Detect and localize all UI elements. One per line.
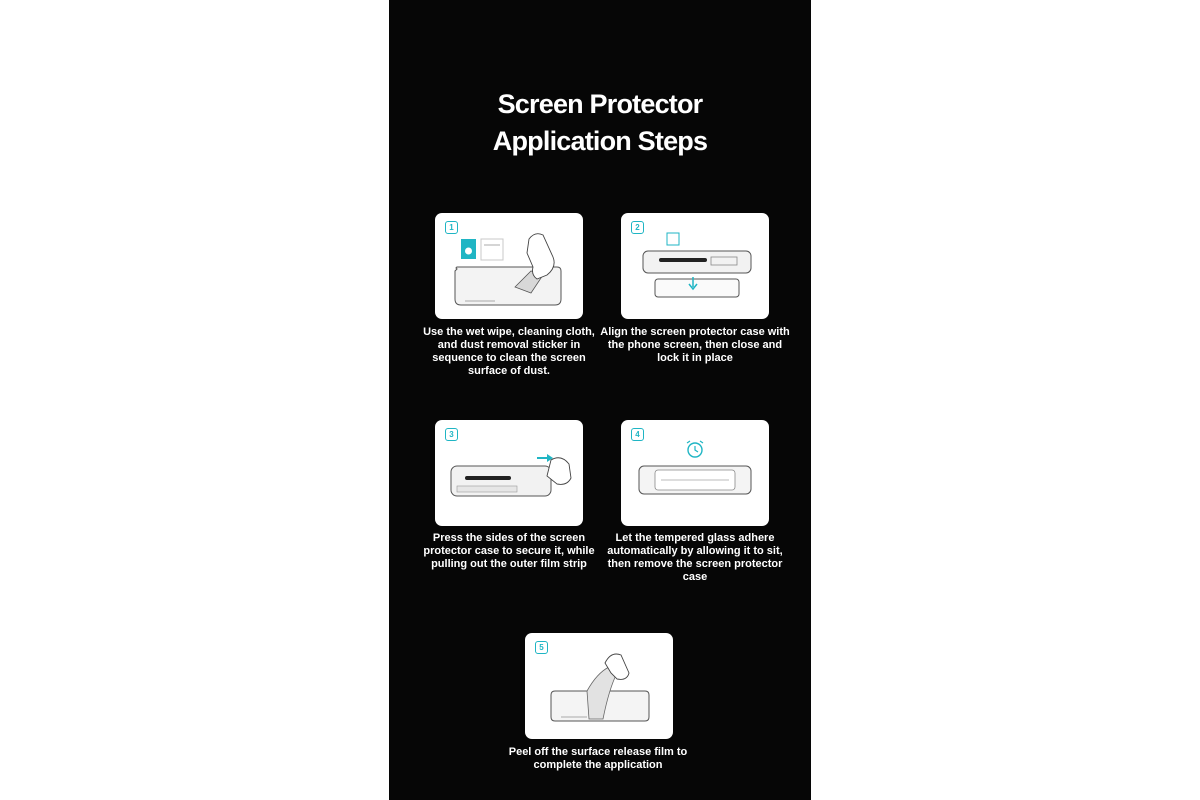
step-5-caption: Peel off the surface release film to complete the application xyxy=(508,746,688,771)
peel-film-icon xyxy=(525,633,673,739)
step-3-card xyxy=(435,420,583,526)
step-5-badge: 5 xyxy=(535,641,548,654)
press-pull-strip-icon xyxy=(435,420,583,526)
step-1-caption: Use the wet wipe, cleaning cloth, and dust removal sticker in sequence to clean the screen surface of dust. xyxy=(423,326,595,377)
step-2-card xyxy=(621,213,769,319)
cleaning-phone-icon xyxy=(435,213,583,319)
align-case-icon xyxy=(621,213,769,319)
step-1-badge: 1 xyxy=(445,221,458,234)
title-line-2: Application Steps xyxy=(492,126,708,156)
instructions-panel xyxy=(389,0,811,800)
step-5-card xyxy=(525,633,673,739)
step-2-badge: 2 xyxy=(631,221,644,234)
step-4-card xyxy=(621,420,769,526)
step-3-badge: 3 xyxy=(445,428,458,441)
step-3-caption: Press the sides of the screen protector case to secure it, while pulling out the outer film strip xyxy=(423,532,595,570)
page-title xyxy=(389,86,811,160)
step-2-caption: Align the screen protector case with the phone screen, then close and lock it in place xyxy=(600,326,790,364)
title-line-1: Screen Protector xyxy=(497,89,703,119)
step-4-badge: 4 xyxy=(631,428,644,441)
step-4-caption: Let the tempered glass adhere automatically by allowing it to sit, then remove the screen protector case xyxy=(607,532,783,583)
step-1-card xyxy=(435,213,583,319)
clock-adhere-icon xyxy=(621,420,769,526)
